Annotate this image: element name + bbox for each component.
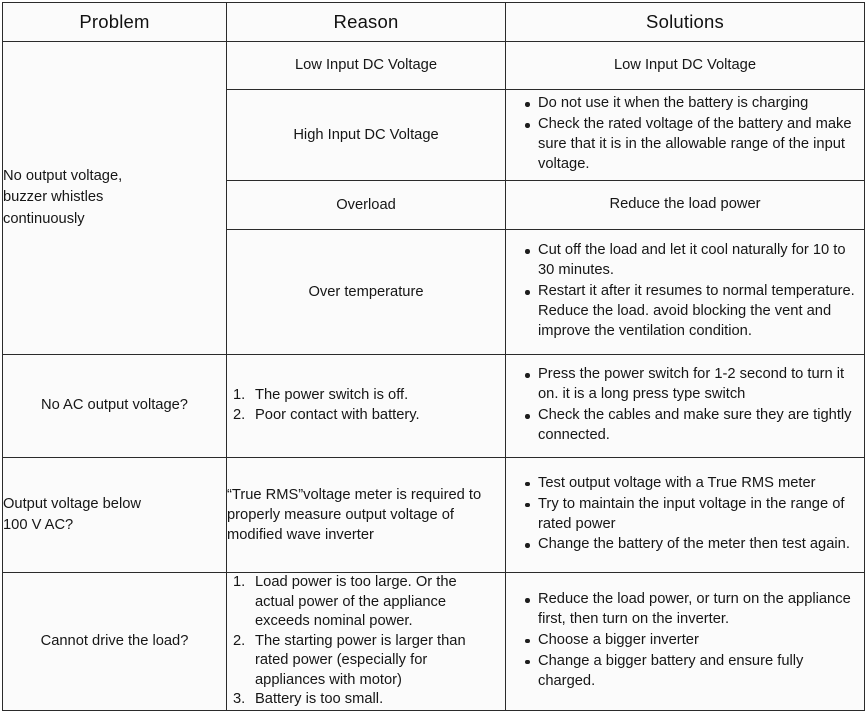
solution-cell	[506, 90, 865, 181]
solution-cell	[506, 230, 865, 355]
column-header-reason: Reason	[227, 3, 506, 42]
solution-cell: Reduce the load power	[506, 181, 865, 230]
solution-bullet-item: Try to maintain the input voltage in the range of rated power	[524, 495, 856, 535]
reason-numbered-item: The starting power is larger than rated power (especially for appliances with motor)	[255, 632, 466, 688]
solution-bullet-item: Change a bigger battery and ensure fully charged.	[524, 652, 856, 692]
reason-numbered-item: The power switch is off.	[255, 387, 409, 404]
troubleshooting-table	[2, 2, 865, 711]
solution-bullet-item: Restart it after it resumes to normal temperature. Reduce the load. avoid blocking the vent and improve the ventilation condition.	[524, 282, 856, 342]
solution-cell	[506, 573, 865, 711]
reason-cell: Low Input DC Voltage	[227, 42, 506, 90]
solution-bullet-item: Check the rated voltage of the battery and make sure that it is in the allowable range of the input voltage.	[524, 115, 856, 175]
reason-numbered-list	[227, 573, 505, 710]
problem-line: 100 V AC?	[3, 517, 74, 533]
table-row	[3, 42, 865, 90]
reason-numbered-item: Load power is too large. Or the actual power of the appliance exceeds nominal power.	[255, 574, 457, 630]
problem-cell	[3, 458, 227, 573]
reason-cell: Over temperature	[227, 230, 506, 355]
reason-numbered-item: Poor contact with battery.	[255, 407, 420, 423]
table-row	[3, 573, 865, 711]
problem-line: No output voltage,	[3, 168, 123, 185]
solution-bullet-list	[506, 365, 864, 445]
solution-bullet-item: Press the power switch for 1-2 second to turn it on. it is a long press type switch	[524, 365, 856, 405]
problem-cell: No AC output voltage?	[3, 355, 227, 458]
solution-bullet-list	[506, 590, 864, 691]
column-header-solutions: Solutions	[506, 3, 865, 42]
solution-cell	[506, 355, 865, 458]
solution-bullet-list	[506, 474, 864, 555]
reason-cell: Overload	[227, 181, 506, 230]
problem-line: Output voltage below	[3, 495, 141, 512]
reason-numbered-item: Battery is too small.	[255, 691, 384, 708]
problem-cell	[3, 42, 227, 355]
column-header-problem: Problem	[3, 3, 227, 42]
solution-bullet-item: Do not use it when the battery is charging	[524, 94, 856, 114]
reason-cell: High Input DC Voltage	[227, 90, 506, 181]
table-row	[3, 458, 865, 573]
solution-bullet-list	[506, 241, 864, 341]
solution-bullet-item: Cut off the load and let it cool naturally for 10 to 30 minutes.	[524, 241, 856, 281]
solution-bullet-item: Change the battery of the meter then test again.	[524, 535, 856, 555]
reason-cell: “True RMS”voltage meter is required to properly measure output voltage of modified wave inverter	[227, 458, 506, 573]
table-row	[3, 355, 865, 458]
problem-line: buzzer whistles	[3, 189, 104, 206]
problem-line: continuously	[3, 210, 85, 227]
reason-cell	[227, 355, 506, 458]
solution-bullet-item: Choose a bigger inverter	[524, 631, 856, 651]
reason-cell	[227, 573, 506, 711]
problem-cell: Cannot drive the load?	[3, 573, 227, 711]
solution-bullet-item: Reduce the load power, or turn on the appliance first, then turn on the inverter.	[524, 590, 856, 630]
solution-bullet-item: Check the cables and make sure they are tightly connected.	[524, 406, 856, 446]
reason-numbered-list	[227, 386, 505, 425]
table-header-row	[3, 3, 865, 42]
solution-cell	[506, 458, 865, 573]
solution-cell: Low Input DC Voltage	[506, 42, 865, 90]
solution-bullet-item: Test output voltage with a True RMS meter	[524, 474, 856, 494]
solution-bullet-list	[506, 94, 864, 174]
